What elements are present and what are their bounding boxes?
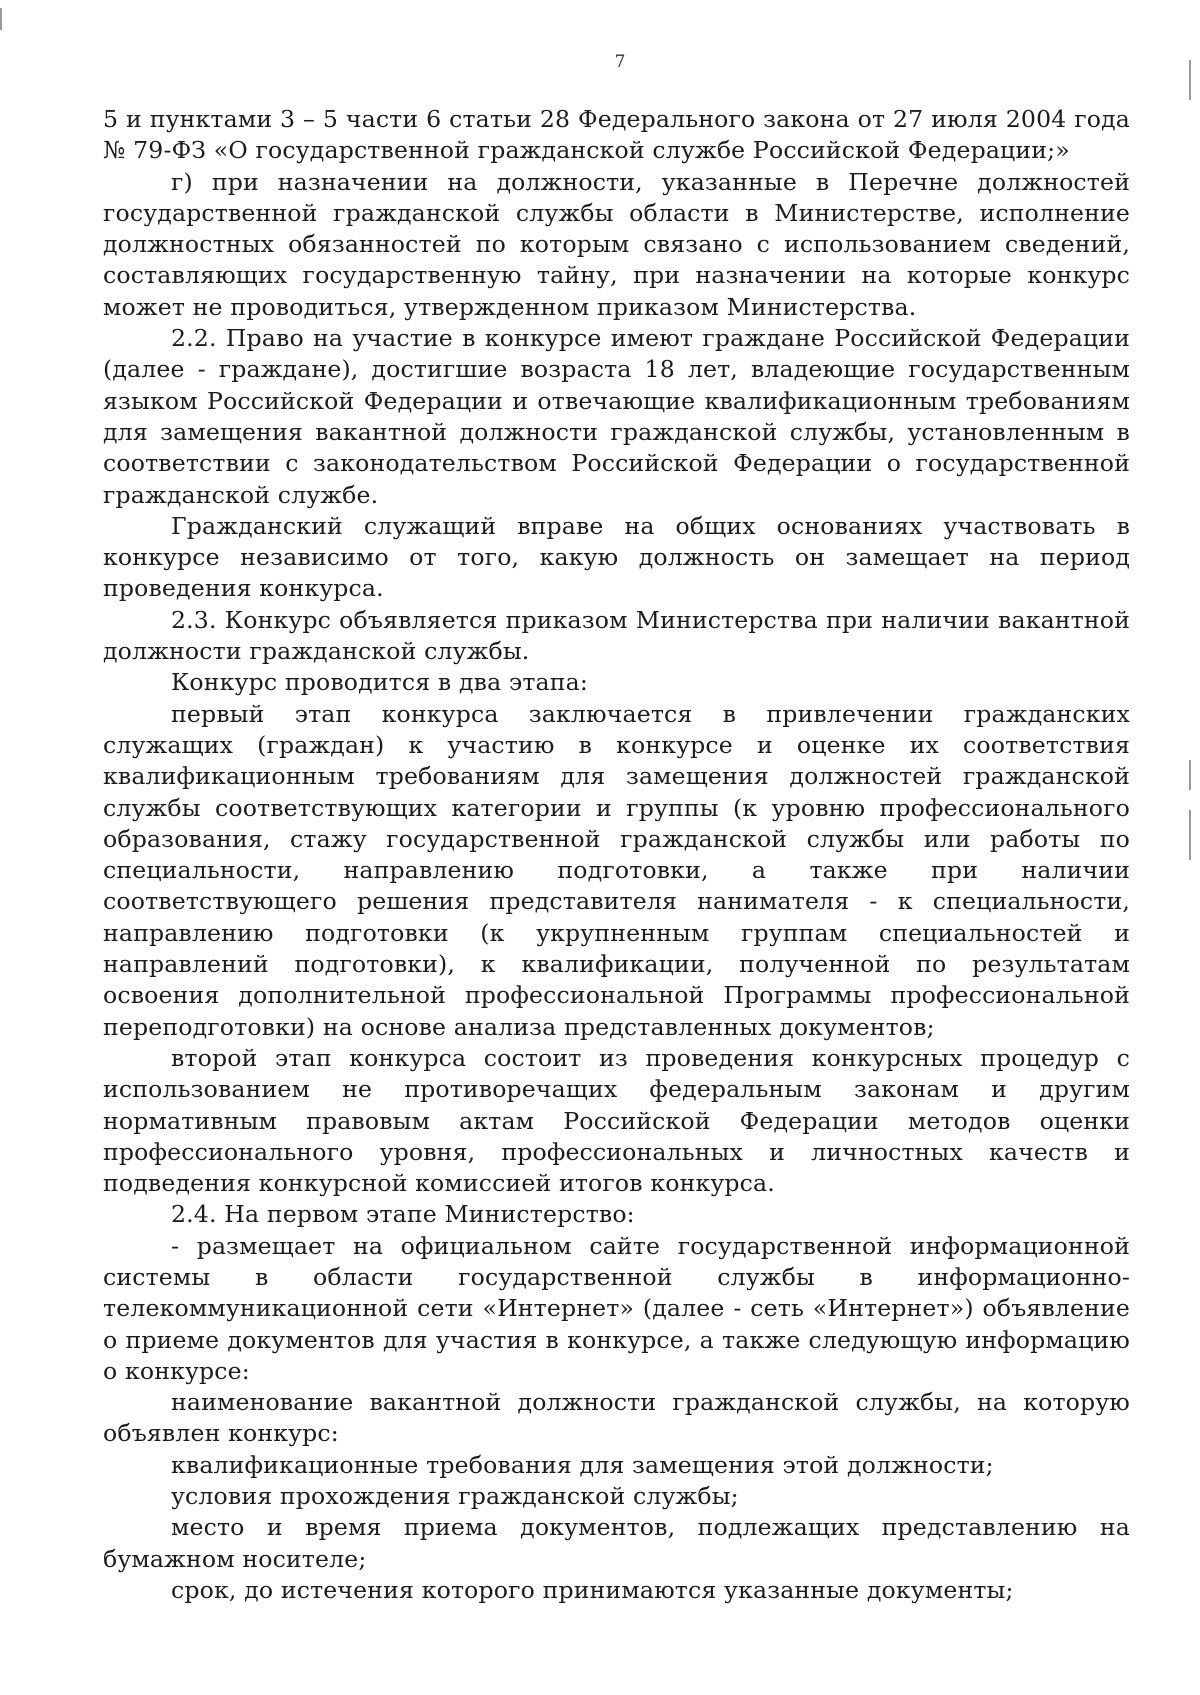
- scan-edge-mark: [1189, 760, 1191, 790]
- document-body: [103, 104, 1130, 1606]
- paragraph: второй этап конкурса состоит из проведения конкурсных процедур с использованием не противоречащих федеральным законам и другим нормативным правовым актам Российской Федерации методов оценки профессионального уровня, профессиональных и личностных качеств и подведения конкурсной комиссией итогов конкурса.: [103, 1043, 1130, 1198]
- paragraph: квалификационные требования для замещения этой должности;: [171, 1450, 994, 1479]
- paragraph: первый этап конкурса заключается в привлечении гражданских служащих (граждан) к участию в конкурсе и оценке их соответствия квалификационным требованиям для замещения должностей гражданской службы соответствующих категории и группы (к уровню профессионального образования, стажу государственной гражданской службы или работы по специальности, направлению подготовки, а также при наличии соответствующего решения представителя нанимателя - к специальности, направлению подготовки (к укрупненным группам специальностей и направлений подготовки), к квалификации, полученной по результатам освоения дополнительной профессиональной Программы профессиональной переподготовки) на основе анализа представленных документов;: [103, 699, 1130, 1041]
- paragraph: 5 и пунктами 3 – 5 части 6 статьи 28 Федерального закона от 27 июля 2004 года № 79-ФЗ «О государственной гражданской службе Российской Федерации;»: [103, 105, 1130, 165]
- paragraph: 2.4. На первом этапе Министерство:: [171, 1200, 635, 1229]
- paragraph: срок, до истечения которого принимаются указанные документы;: [171, 1575, 1014, 1604]
- paragraph: условия прохождения гражданской службы;: [171, 1482, 739, 1511]
- paragraph: Конкурс проводится в два этапа:: [171, 668, 588, 697]
- paragraph: 2.3. Конкурс объявляется приказом Министерства при наличии вакантной должности гражданской службы.: [103, 605, 1130, 666]
- page-number: 7: [614, 52, 626, 72]
- scan-edge-mark: [0, 8, 2, 30]
- paragraph: г) при назначении на должности, указанные в Перечне должностей государственной гражданской службы области в Министерстве, исполнение должностных обязанностей по которым связано с использованием сведений, составляющих государственную тайну, при назначении на которые конкурс может не проводиться, утвержденном приказом Министерства.: [103, 167, 1130, 321]
- scan-edge-mark: [1189, 810, 1191, 860]
- paragraph: 2.2. Право на участие в конкурсе имеют граждане Российской Федерации (далее - граждане), достигшие возраста 18 лет, владеющие государственным языком Российской Федерации и отвечающие квалификационным требованиям для замещения вакантной должности гражданской службы, установленным в соответствии с законодательством Российской Федерации о государственной гражданской службе.: [103, 324, 1130, 509]
- paragraph: Гражданский служащий вправе на общих основаниях участвовать в конкурсе независимо от того, какую должность он замещает на период проведения конкурса.: [103, 511, 1130, 603]
- paragraph: место и время приема документов, подлежащих представлению на бумажном носителе;: [103, 1513, 1130, 1573]
- paragraph: наименование вакантной должности гражданской службы, на которую объявлен конкурс:: [103, 1388, 1130, 1448]
- paragraph: - размещает на официальном сайте государственной информационной системы в области государственной службы в информационно-телекоммуникационной сети «Интернет» (далее - сеть «Интернет») объявление о приеме документов для участия в конкурсе, а также следующую информацию о конкурсе:: [103, 1231, 1130, 1385]
